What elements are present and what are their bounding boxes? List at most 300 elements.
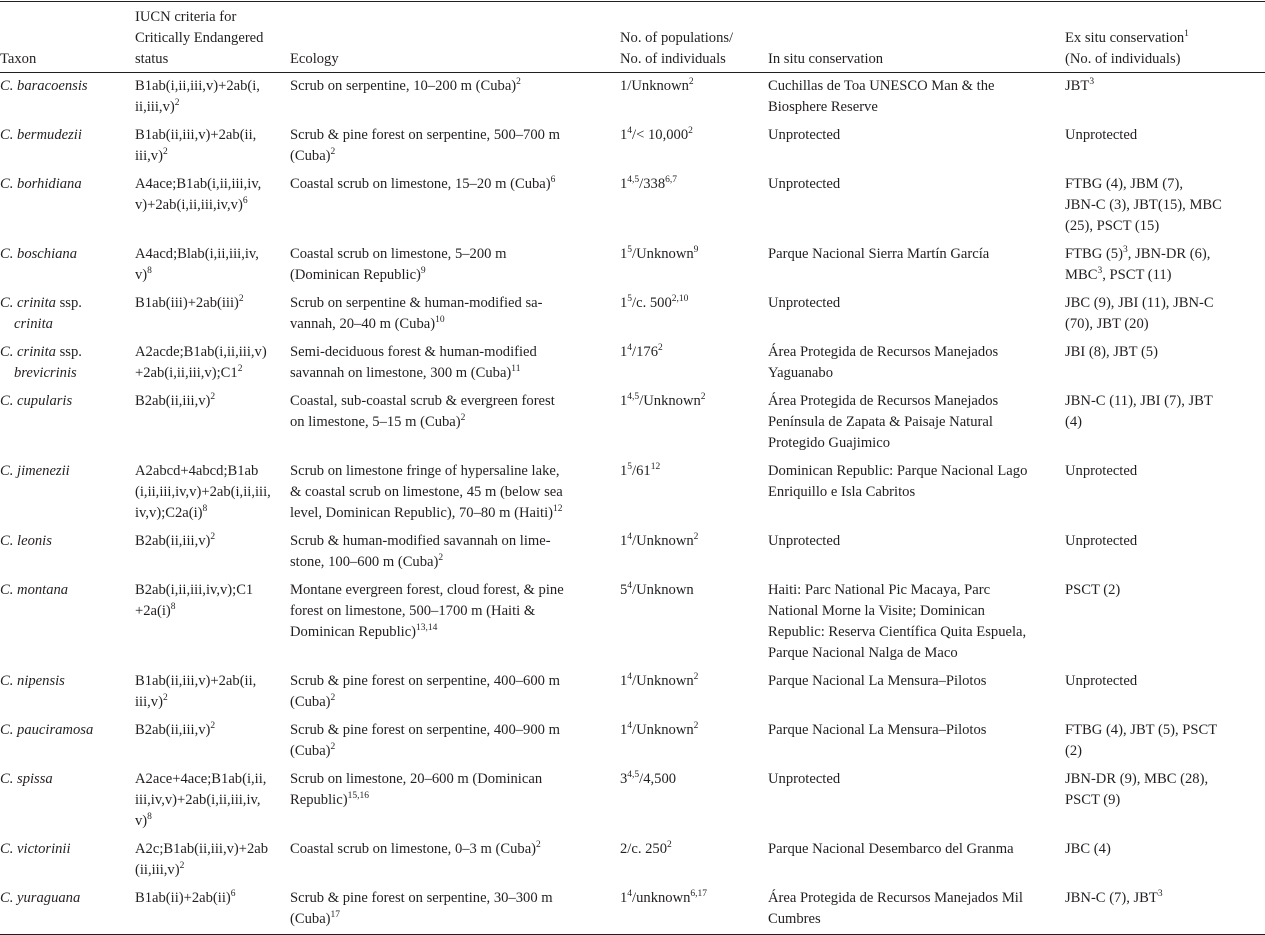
cell-taxon xyxy=(0,885,135,935)
table-row xyxy=(0,339,1265,388)
cell-text: (Dominican Republic) xyxy=(290,267,421,283)
cell-text: 1 xyxy=(620,295,628,311)
cell-iucn-criteria xyxy=(135,339,290,388)
cell-iucn-criteria xyxy=(135,766,290,836)
footnote-ref: 2 xyxy=(667,840,672,850)
cell-in-situ xyxy=(768,241,1065,290)
taxon-name: C. borhidiana xyxy=(0,176,82,192)
footnote-ref: 4,5 xyxy=(627,392,640,402)
cell-ex-situ xyxy=(1065,388,1265,458)
footnote-ref: 2 xyxy=(238,294,244,304)
taxon-name: C. victorinii xyxy=(0,841,71,857)
cell-populations xyxy=(620,766,768,836)
cell-text: 1 xyxy=(620,393,628,409)
cell-text: status xyxy=(135,51,169,67)
header-row xyxy=(0,2,1265,73)
cell-text: (i,ii,iii,iv,v)+2ab(i,ii,iii, xyxy=(135,484,271,500)
taxon-name: C. crinita xyxy=(0,344,56,360)
taxon-name: C. leonis xyxy=(0,533,52,549)
cell-text: Taxon xyxy=(0,51,37,67)
cell-taxon xyxy=(0,528,135,577)
cell-text: Parque Nacional Desembarco del Granma xyxy=(768,841,1014,857)
table-row xyxy=(0,241,1265,290)
cell-text: Unprotected xyxy=(768,295,841,311)
cell-text: 1 xyxy=(620,127,628,143)
cell-iucn-criteria xyxy=(135,73,290,123)
cell-ex-situ xyxy=(1065,836,1265,885)
table-row xyxy=(0,122,1265,171)
cell-taxon xyxy=(0,171,135,241)
footnote-ref: 13,14 xyxy=(416,623,438,633)
cell-text: JBC (4) xyxy=(1065,841,1111,857)
cell-populations xyxy=(620,717,768,766)
cell-text: Montane evergreen forest, cloud forest, & pine xyxy=(290,582,564,598)
cell-text: Republic: Reserva Científica Quita Espuela, xyxy=(768,624,1027,640)
cell-text: B1ab(ii,iii,v)+2ab(ii, xyxy=(135,673,257,689)
cell-text: JBN-C (3), JBT(15), MBC xyxy=(1065,197,1222,213)
table-row xyxy=(0,458,1265,528)
cell-text: ii,iii,v) xyxy=(135,99,175,115)
cell-taxon xyxy=(0,388,135,458)
cell-iucn-criteria xyxy=(135,717,290,766)
cell-ecology xyxy=(290,766,620,836)
cell-text: /Unknown xyxy=(639,393,701,409)
cell-in-situ xyxy=(768,388,1065,458)
cell-in-situ xyxy=(768,339,1065,388)
cell-ex-situ xyxy=(1065,171,1265,241)
column-header-taxon xyxy=(0,2,135,73)
cell-text: Scrub & pine forest on serpentine, 400–900 m xyxy=(290,722,560,738)
cell-in-situ xyxy=(768,171,1065,241)
cell-text: Parque Nacional Sierra Martín García xyxy=(768,246,990,262)
footnote-ref: 3 xyxy=(1122,245,1128,255)
footnote-ref: 1 xyxy=(1184,29,1189,39)
cell-ecology xyxy=(290,885,620,935)
footnote-ref: 2 xyxy=(162,147,168,157)
cell-populations xyxy=(620,241,768,290)
cell-text: Coastal scrub on limestone, 0–3 m (Cuba) xyxy=(290,841,537,857)
footnote-ref: 4 xyxy=(627,581,633,591)
footnote-ref: 2 xyxy=(693,672,699,682)
cell-text: iv,v);C2a(i) xyxy=(135,505,203,521)
cell-text: National Morne la Visite; Dominican xyxy=(768,603,985,619)
cell-text: (Cuba) xyxy=(290,911,331,927)
cell-iucn-criteria xyxy=(135,577,290,668)
cell-text: Scrub & pine forest on serpentine, 30–300 m xyxy=(290,890,553,906)
footnote-ref: 4 xyxy=(627,672,633,682)
cell-text: /Unknown xyxy=(632,246,694,262)
footnote-ref: 5 xyxy=(627,462,633,472)
cell-in-situ xyxy=(768,766,1065,836)
cell-text: A2ace+4ace;B1ab(i,ii, xyxy=(135,771,267,787)
cell-iucn-criteria xyxy=(135,668,290,717)
cell-iucn-criteria xyxy=(135,528,290,577)
cell-populations xyxy=(620,73,768,123)
cell-text: (ii,iii,v) xyxy=(135,862,180,878)
footnote-ref: 4 xyxy=(627,721,633,731)
cell-iucn-criteria xyxy=(135,171,290,241)
cell-text: iii,v) xyxy=(135,694,163,710)
footnote-ref: 3 xyxy=(1097,266,1103,276)
footnote-ref: 2 xyxy=(658,343,663,353)
cell-populations xyxy=(620,171,768,241)
cell-text: No. of populations/ xyxy=(620,30,734,46)
cell-text: In situ conservation xyxy=(768,51,884,67)
cell-text: iii,v) xyxy=(135,148,163,164)
cell-text: Critically Endangered xyxy=(135,30,264,46)
footnote-ref: 8 xyxy=(147,266,152,276)
cell-text: 1 xyxy=(620,176,628,192)
footnote-ref: 4,5 xyxy=(627,770,640,780)
cell-ecology xyxy=(290,73,620,123)
cell-text: B1ab(iii)+2ab(iii) xyxy=(135,295,239,311)
cell-text: Unprotected xyxy=(1065,533,1138,549)
cell-text: Unprotected xyxy=(768,176,841,192)
cell-text: (25), PSCT (15) xyxy=(1065,218,1160,234)
table-row xyxy=(0,171,1265,241)
cell-ecology xyxy=(290,388,620,458)
cell-text: JBC (9), JBI (11), JBN-C xyxy=(1065,295,1214,311)
footnote-ref: 2 xyxy=(330,693,336,703)
cell-text: & coastal scrub on limestone, 45 m (below sea xyxy=(290,484,563,500)
cell-text: Península de Zapata & Paisaje Natural xyxy=(768,414,993,430)
cell-text: /61 xyxy=(632,463,651,479)
cell-text: Coastal scrub on limestone, 15–20 m (Cuba) xyxy=(290,176,551,192)
cell-text: A2acde;B1ab(i,ii,iii,v) xyxy=(135,344,267,360)
cell-text: Dominican Republic) xyxy=(290,624,417,640)
footnote-ref: 2 xyxy=(210,392,216,402)
cell-text: v)+2ab(i,ii,iii,iv,v) xyxy=(135,197,243,213)
cell-text: /Unknown xyxy=(632,722,694,738)
cell-text: A2abcd+4abcd;B1ab xyxy=(135,463,259,479)
cell-text: Ecology xyxy=(290,51,339,67)
table-row xyxy=(0,73,1265,123)
taxon-name: C. montana xyxy=(0,582,69,598)
footnote-ref: 2 xyxy=(210,721,216,731)
footnote-ref: 2,10 xyxy=(671,294,689,304)
cell-taxon xyxy=(0,766,135,836)
cell-text: B1ab(ii)+2ab(ii) xyxy=(135,890,231,906)
taxon-name: C. jimenezii xyxy=(0,463,70,479)
footnote-ref: 17 xyxy=(330,910,341,920)
cell-in-situ xyxy=(768,836,1065,885)
cell-text: B2ab(ii,iii,v) xyxy=(135,393,211,409)
table-row xyxy=(0,577,1265,668)
footnote-ref: 6,17 xyxy=(690,889,708,899)
table-row xyxy=(0,885,1265,935)
cell-text: v) xyxy=(135,267,148,283)
cell-text: Biosphere Reserve xyxy=(768,99,878,115)
taxon-name: C. nipensis xyxy=(0,673,65,689)
cell-text: (Cuba) xyxy=(290,694,331,710)
column-header-ecology xyxy=(290,2,620,73)
footnote-ref: 4 xyxy=(627,126,633,136)
cell-text: iii,iv,v)+2ab(i,ii,iii,iv, xyxy=(135,792,261,808)
footnote-ref: 8 xyxy=(147,812,152,822)
column-header-in-situ xyxy=(768,2,1065,73)
cell-text: 3 xyxy=(620,771,628,787)
cell-text: Cumbres xyxy=(768,911,821,927)
cell-text: 1 xyxy=(620,463,628,479)
cell-ecology xyxy=(290,458,620,528)
cell-populations xyxy=(620,668,768,717)
cell-text: Unprotected xyxy=(768,533,841,549)
cell-text: forest on limestone, 500–1700 m (Haiti & xyxy=(290,603,536,619)
cell-text: Cuchillas de Toa UNESCO Man & the xyxy=(768,78,995,94)
cell-taxon xyxy=(0,339,135,388)
cell-text: /Unknown xyxy=(632,673,694,689)
cell-text: Área Protegida de Recursos Manejados Mil xyxy=(768,890,1023,906)
cell-ex-situ xyxy=(1065,668,1265,717)
taxon-name: C. crinita xyxy=(0,295,56,311)
cell-text: on limestone, 5–15 m (Cuba) xyxy=(290,414,461,430)
cell-text: /176 xyxy=(632,344,658,360)
cell-ecology xyxy=(290,577,620,668)
cell-text: 1 xyxy=(620,722,628,738)
taxon-name: C. spissa xyxy=(0,771,53,787)
cell-ecology xyxy=(290,836,620,885)
cell-text: A4ace;B1ab(i,ii,iii,iv, xyxy=(135,176,262,192)
cell-ecology xyxy=(290,290,620,339)
cell-text: JBN-C (11), JBI (7), JBT xyxy=(1065,393,1213,409)
cell-text: MBC xyxy=(1065,267,1098,283)
footnote-ref: 5 xyxy=(627,294,633,304)
cell-in-situ xyxy=(768,458,1065,528)
cell-text: Haiti: Parc National Pic Macaya, Parc xyxy=(768,582,991,598)
cell-text: Área Protegida de Recursos Manejados xyxy=(768,344,999,360)
cell-ecology xyxy=(290,339,620,388)
table-row xyxy=(0,528,1265,577)
cell-text: B2ab(ii,iii,v) xyxy=(135,533,211,549)
footnote-ref: 9 xyxy=(420,266,426,276)
cell-in-situ xyxy=(768,885,1065,935)
cell-text: ssp. xyxy=(55,344,82,360)
table-body xyxy=(0,73,1265,935)
footnote-ref: 2 xyxy=(210,532,216,542)
cell-taxon xyxy=(0,290,135,339)
table-row xyxy=(0,668,1265,717)
cell-text: A2c;B1ab(ii,iii,v)+2ab xyxy=(135,841,269,857)
cell-iucn-criteria xyxy=(135,836,290,885)
footnote-ref: 2 xyxy=(237,364,243,374)
cell-populations xyxy=(620,339,768,388)
cell-text: Coastal scrub on limestone, 5–200 m xyxy=(290,246,507,262)
cell-text: Enriquillo e Isla Cabritos xyxy=(768,484,916,500)
footnote-ref: 12 xyxy=(553,504,563,514)
cell-text: v) xyxy=(135,813,148,829)
taxon-name: C. yuraguana xyxy=(0,890,81,906)
cell-text: PSCT (2) xyxy=(1065,582,1121,598)
taxon-name: crinita xyxy=(14,316,53,332)
cell-text: savannah on limestone, 300 m (Cuba) xyxy=(290,365,512,381)
taxon-name: C. bermudezii xyxy=(0,127,82,143)
cell-text: Dominican Republic: Parque Nacional Lago xyxy=(768,463,1028,479)
footnote-ref: 4,5 xyxy=(627,175,640,185)
cell-text: Protegido Guajimico xyxy=(768,435,891,451)
cell-text: +2a(i) xyxy=(135,603,171,619)
footnote-ref: 2 xyxy=(162,693,168,703)
cell-text: level, Dominican Republic), 70–80 m (Haiti) xyxy=(290,505,554,521)
cell-text: Unprotected xyxy=(1065,463,1138,479)
cell-ex-situ xyxy=(1065,528,1265,577)
cell-text: /c. 500 xyxy=(632,295,672,311)
footnote-ref: 2 xyxy=(693,721,699,731)
cell-text: 1 xyxy=(620,344,628,360)
cell-text: 1 xyxy=(620,533,628,549)
cell-text: IUCN criteria for xyxy=(135,9,237,25)
cell-text: Republic) xyxy=(290,792,348,808)
cell-iucn-criteria xyxy=(135,290,290,339)
cell-text: B2ab(ii,iii,v) xyxy=(135,722,211,738)
cell-text: 1 xyxy=(620,890,628,906)
table-row xyxy=(0,290,1265,339)
cell-populations xyxy=(620,577,768,668)
cell-text: Parque Nacional La Mensura–Pilotos xyxy=(768,722,987,738)
cell-taxon xyxy=(0,668,135,717)
footnote-ref: 6 xyxy=(242,196,248,206)
cell-text: Scrub & pine forest on serpentine, 500–700 m xyxy=(290,127,560,143)
taxon-name: C. baracoensis xyxy=(0,78,88,94)
footnote-ref: 6 xyxy=(230,889,236,899)
footnote-ref: 8 xyxy=(170,602,176,612)
cell-text: A4acd;Blab(i,ii,iii,iv, xyxy=(135,246,259,262)
cell-iucn-criteria xyxy=(135,388,290,458)
footnote-ref: 2 xyxy=(693,532,699,542)
cell-in-situ xyxy=(768,122,1065,171)
cell-populations xyxy=(620,290,768,339)
table-header xyxy=(0,2,1265,73)
footnote-ref: 3 xyxy=(1157,889,1163,899)
cell-text: JBN-C (7), JBT xyxy=(1065,890,1158,906)
cell-text: 5 xyxy=(620,582,628,598)
cell-populations xyxy=(620,388,768,458)
cell-text: Ex situ conservation xyxy=(1065,30,1185,46)
cell-text: Parque Nacional La Mensura–Pilotos xyxy=(768,673,987,689)
cell-populations xyxy=(620,458,768,528)
cell-text: FTBG (4), JBM (7), xyxy=(1065,176,1183,192)
column-header-ex-situ xyxy=(1065,2,1265,73)
footnote-ref: 2 xyxy=(179,861,185,871)
taxon-name: C. boschiana xyxy=(0,246,78,262)
cell-text: JBI (8), JBT (5) xyxy=(1065,344,1158,360)
table-row xyxy=(0,717,1265,766)
table-row xyxy=(0,766,1265,836)
cell-ex-situ xyxy=(1065,577,1265,668)
cell-populations xyxy=(620,122,768,171)
cell-in-situ xyxy=(768,73,1065,123)
cell-text: Semi-deciduous forest & human-modified xyxy=(290,344,537,360)
cell-text: Unprotected xyxy=(768,771,841,787)
cell-text: Coastal, sub-coastal scrub & evergreen forest xyxy=(290,393,555,409)
cell-ecology xyxy=(290,528,620,577)
cell-ex-situ xyxy=(1065,122,1265,171)
cell-text: Unprotected xyxy=(1065,127,1138,143)
cell-iucn-criteria xyxy=(135,885,290,935)
cell-in-situ xyxy=(768,668,1065,717)
cell-text: Scrub on limestone, 20–600 m (Dominican xyxy=(290,771,543,787)
cell-ex-situ xyxy=(1065,73,1265,123)
cell-ecology xyxy=(290,668,620,717)
cell-ex-situ xyxy=(1065,241,1265,290)
column-header-populations xyxy=(620,2,768,73)
cell-text: vannah, 20–40 m (Cuba) xyxy=(290,316,436,332)
cell-in-situ xyxy=(768,528,1065,577)
cell-in-situ xyxy=(768,290,1065,339)
cell-text: Área Protegida de Recursos Manejados xyxy=(768,393,999,409)
cell-text: Parque Nacional Nalga de Maco xyxy=(768,645,958,661)
footnote-ref: 4 xyxy=(627,532,633,542)
cell-ex-situ xyxy=(1065,766,1265,836)
cell-text: ssp. xyxy=(55,295,82,311)
cell-taxon xyxy=(0,241,135,290)
cell-text: Yaguanabo xyxy=(768,365,833,381)
taxon-name: C. cupularis xyxy=(0,393,73,409)
footnote-ref: 4 xyxy=(627,889,633,899)
cell-iucn-criteria xyxy=(135,241,290,290)
cell-text: (Cuba) xyxy=(290,148,331,164)
cell-taxon xyxy=(0,73,135,123)
footnote-ref: 2 xyxy=(174,98,180,108)
cell-text: B2ab(i,ii,iii,iv,v);C1 xyxy=(135,582,254,598)
footnote-ref: 3 xyxy=(1089,77,1095,87)
cell-text: /4,500 xyxy=(639,771,677,787)
cell-text: Unprotected xyxy=(768,127,841,143)
cell-ex-situ xyxy=(1065,458,1265,528)
cell-text: Unprotected xyxy=(1065,673,1138,689)
cell-text: 1/Unknown xyxy=(620,78,689,94)
taxon-name: brevicrinis xyxy=(14,365,77,381)
footnote-ref: 6,7 xyxy=(665,175,677,185)
cell-ex-situ xyxy=(1065,290,1265,339)
cell-text: (Cuba) xyxy=(290,743,331,759)
cell-populations xyxy=(620,836,768,885)
footnote-ref: 4 xyxy=(627,343,633,353)
footnote-ref: 5 xyxy=(627,245,633,255)
cell-ecology xyxy=(290,122,620,171)
cell-text: JBN-DR (9), MBC (28), xyxy=(1065,771,1209,787)
cell-text: , PSCT (11) xyxy=(1102,267,1172,283)
table-row xyxy=(0,836,1265,885)
cell-populations xyxy=(620,528,768,577)
cell-text: /338 xyxy=(639,176,666,192)
cell-taxon xyxy=(0,577,135,668)
taxon-name: C. pauciramosa xyxy=(0,722,94,738)
cell-text: 1 xyxy=(620,673,628,689)
footnote-ref: 2 xyxy=(460,413,466,423)
cell-text: 1 xyxy=(620,246,628,262)
cell-text: PSCT (9) xyxy=(1065,792,1121,808)
cell-text: B1ab(i,ii,iii,v)+2ab(i, xyxy=(135,78,260,94)
column-header-iucn-criteria xyxy=(135,2,290,73)
cell-ecology xyxy=(290,717,620,766)
footnote-ref: 2 xyxy=(438,553,444,563)
footnote-ref: 6 xyxy=(550,175,556,185)
footnote-ref: 15,16 xyxy=(347,791,369,801)
cell-text: /< 10,000 xyxy=(632,127,689,143)
cell-text: JBT xyxy=(1065,78,1090,94)
cell-text: FTBG (5) xyxy=(1065,246,1123,262)
cell-taxon xyxy=(0,836,135,885)
cell-text: /Unknown xyxy=(632,533,694,549)
footnote-ref: 2 xyxy=(330,742,336,752)
cell-text: +2ab(i,ii,iii,v);C1 xyxy=(135,365,238,381)
cell-text: (70), JBT (20) xyxy=(1065,316,1149,332)
cell-taxon xyxy=(0,122,135,171)
cell-text: (4) xyxy=(1065,414,1083,430)
cell-text: stone, 100–600 m (Cuba) xyxy=(290,554,439,570)
footnote-ref: 11 xyxy=(511,364,521,374)
cell-iucn-criteria xyxy=(135,122,290,171)
